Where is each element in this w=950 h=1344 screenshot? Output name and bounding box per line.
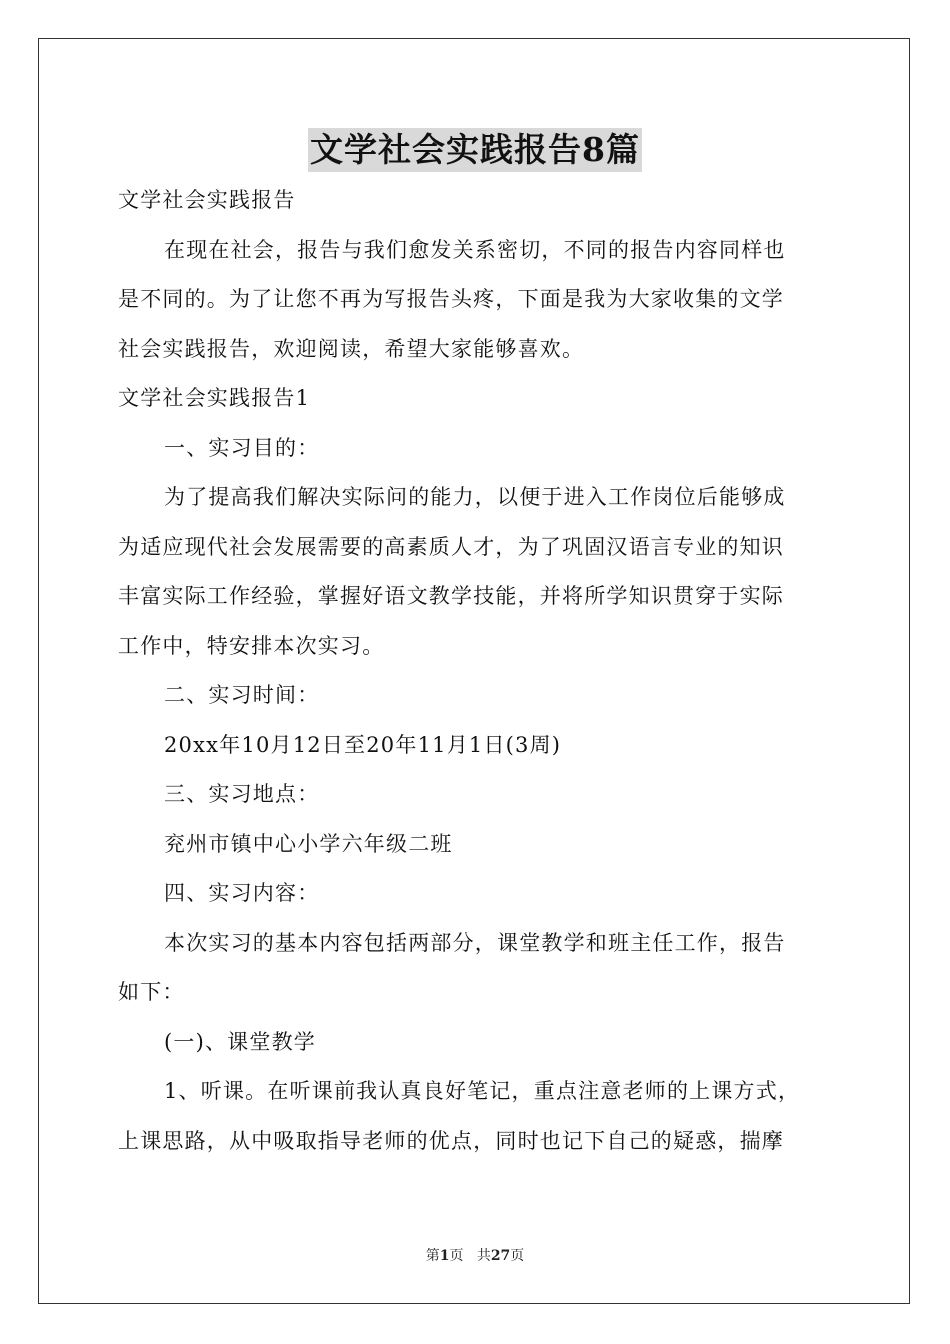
current-page-number: 1 xyxy=(439,1248,450,1264)
body-line: 为适应现代社会发展需要的高素质人才，为了巩固汉语言专业的知识 xyxy=(118,534,784,559)
total-prefix: 共 xyxy=(476,1248,491,1264)
body-line: 丰富实际工作经验，掌握好语文教学技能，并将所学知识贯穿于实际 xyxy=(118,584,784,608)
page-prefix: 第 xyxy=(425,1248,440,1264)
body-line: 上课思路，从中吸取指导老师的优点，同时也记下自己的疑惑，揣摩 xyxy=(118,1128,784,1153)
body-line: 社会实践报告，欢迎阅读，希望大家能够喜欢。 xyxy=(118,336,585,361)
body-line: 如下： xyxy=(118,980,185,1004)
body-line: 兖州市镇中心小学六年级二班 xyxy=(164,831,453,856)
subsection-heading: 三、实习地点： xyxy=(164,782,320,806)
page-footer xyxy=(0,1246,950,1266)
body-line: 在现在社会，报告与我们愈发关系密切，不同的报告内容同样也 xyxy=(164,237,786,262)
body-line: 为了提高我们解决实际问的能力，以便于进入工作岗位后能够成 xyxy=(164,485,786,509)
total-suffix: 页 xyxy=(510,1248,525,1264)
document-title: 文学社会实践报告8篇 xyxy=(308,128,642,172)
body-line: 工作中，特安排本次实习。 xyxy=(118,633,385,658)
body-line: 20xx年10月12日至20年11月1日(3周) xyxy=(164,732,562,757)
page-suffix: 页 xyxy=(449,1248,464,1264)
subsection-heading: 二、实习时间： xyxy=(164,683,320,707)
body-line: 本次实习的基本内容包括两部分，课堂教学和班主任工作，报告 xyxy=(164,930,786,955)
body-line: 是不同的。为了让您不再为写报告头疼，下面是我为大家收集的文学 xyxy=(118,287,784,311)
title-container xyxy=(0,128,950,172)
subsection-heading: 四、实习内容： xyxy=(164,881,320,905)
subsection-heading: (一)、课堂教学 xyxy=(164,1029,316,1054)
body-line: 文学社会实践报告 xyxy=(118,188,296,212)
total-page-count: 27 xyxy=(490,1248,511,1264)
subsection-heading: 一、实习目的： xyxy=(164,435,320,460)
body-line: 1、听课。在听课前我认真良好笔记，重点注意老师的上课方式， xyxy=(164,1079,801,1103)
section-heading: 文学社会实践报告1 xyxy=(118,386,311,410)
document-body xyxy=(118,176,834,1166)
